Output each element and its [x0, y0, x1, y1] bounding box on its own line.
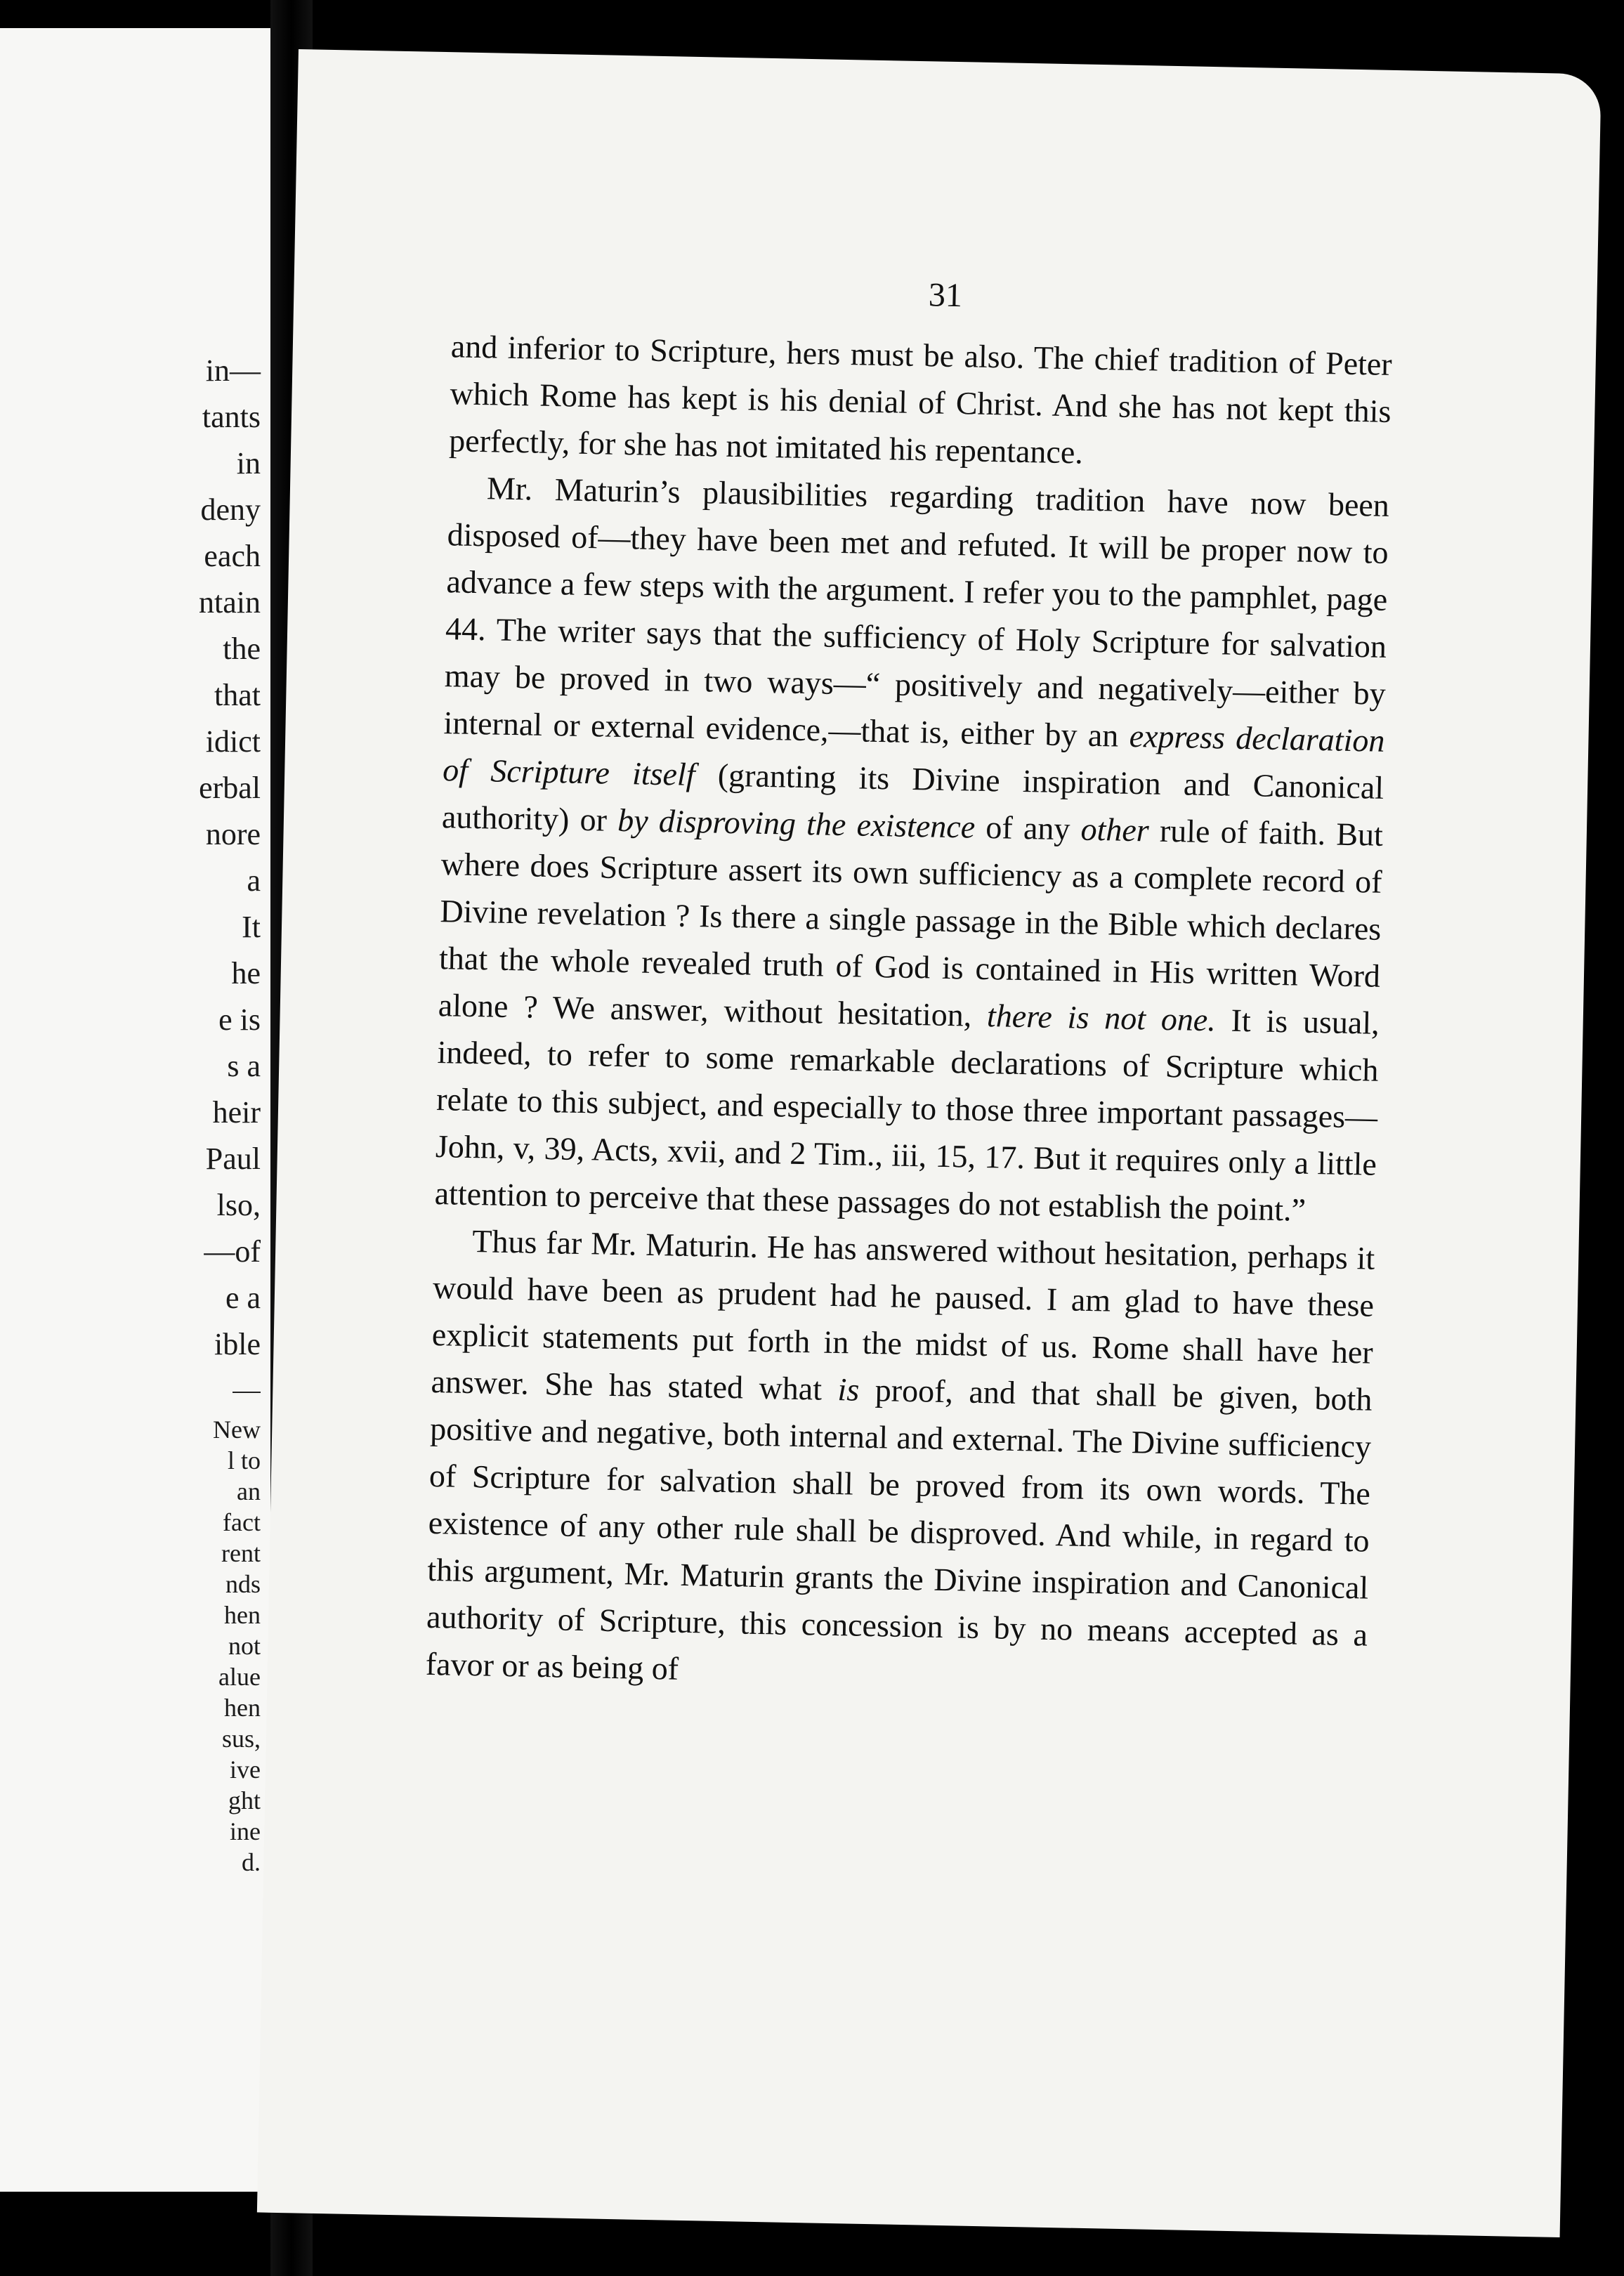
paragraph [449, 322, 1393, 482]
left-page-line: idict [205, 724, 261, 759]
left-facing-page [0, 28, 270, 2192]
text-segment: It is usual, indeed, to refer to some remarkable declarations of Scripture which relate to this subject, and especially to those three important passages—John, v, 39, Acts, xvii, and 2 Tim., iii, 15, 17. But it requires only a little attention to perceive that these passages do not establish the point.” [434, 1002, 1380, 1228]
left-page-rule [22, 1368, 261, 1414]
left-page-line: in [236, 446, 261, 480]
left-page-line: nore [205, 817, 261, 851]
left-page-line: heir [212, 1095, 261, 1130]
left-page-line: tants [202, 400, 261, 434]
left-page-footnote-line: an [237, 1477, 261, 1505]
left-page-line: Paul [205, 1142, 261, 1176]
left-page-footnote-line: New [213, 1415, 261, 1444]
text-segment: (granting its Divine inspiration and Canonical authority) or [441, 757, 1384, 838]
italic-text: is [837, 1371, 860, 1408]
left-page-text [22, 348, 261, 1878]
page-number: 31 [928, 276, 963, 315]
left-page-footnote-line: ive [230, 1755, 261, 1784]
book-page [257, 49, 1602, 2237]
italic-text: other [1080, 811, 1150, 849]
text-segment: rule of faith. But where does Scripture assert its own sufficiency as a complete record of Divine revelation ? Is there a single passage in the Bible which declares that the whole revealed truth of God is contained in His written Word alone ? We answer, without hesitation, [438, 812, 1384, 1034]
left-page-line: e is [218, 1002, 261, 1037]
left-page-line: the [223, 632, 261, 666]
left-page-line: in— [205, 353, 261, 388]
left-page-line: It [242, 910, 261, 944]
italic-text: there is not one. [986, 998, 1217, 1038]
left-page-footnote-line: ine [230, 1817, 261, 1845]
left-page-footnote-line: d. [242, 1848, 261, 1876]
text-segment: of any [974, 809, 1082, 847]
left-page-footnote-line: hen [224, 1694, 261, 1722]
text-segment: proof, and that shall be given, both positive and negative, both internal and external. The Divine sufficiency of Scripture for salvation shall be proved from its own words. The existence of any other rule shall be disproved. And while, in regard to this argument, Mr. Maturin grants the Divine inspiration and Canonical authority of Scripture, this concession is by no means accepted as a favor or as being of [425, 1371, 1373, 1687]
left-page-line: deny [200, 492, 261, 527]
left-page-footnote-line: ght [228, 1786, 261, 1814]
left-page-line: a [247, 863, 261, 898]
left-page-line: erbal [199, 771, 261, 805]
left-page-footnote-line: sus, [221, 1725, 261, 1753]
italic-text: express declaration of Scripture itself [442, 717, 1385, 793]
left-page-line: he [231, 956, 261, 990]
page-body [425, 322, 1392, 1705]
left-page-line: —of [204, 1234, 261, 1269]
left-page-footnote-line: nds [225, 1570, 261, 1598]
paragraph [434, 464, 1389, 1235]
left-page-footnote-line: l to [227, 1446, 261, 1474]
left-page-line: e a [225, 1281, 261, 1315]
left-page-line: that [214, 678, 261, 712]
paragraph [425, 1217, 1375, 1706]
left-page-line: each [204, 539, 261, 573]
italic-text: by disproving the existence [617, 802, 976, 845]
text-segment: and inferior to Scripture, hers must be also. The chief tradition of Peter which Rome has kept is his denial of Christ. And she has not kept this perfectly, for she has not imitated his repentance. [448, 328, 1393, 471]
text-segment: Thus far Mr. Maturin. He has answered without hesitation, perhaps it would have been as prudent had he paused. I am glad to have these explicit statements put forth in the midst of us. Rome shall have her answer. She has stated what [431, 1223, 1375, 1408]
left-page-line: ntain [199, 585, 261, 620]
left-page-footnote-line: fact [223, 1508, 261, 1536]
left-page-footnote-line: rent [221, 1539, 261, 1567]
left-page-line: s a [227, 1049, 261, 1083]
left-page-footnote-line: not [228, 1632, 261, 1660]
left-page-line: ible [214, 1327, 261, 1361]
text-segment: Mr. Maturin’s plausibilities regarding tradition have now been disposed of—they have been met and refuted. It will be proper now to advance a few steps with the argument. I refer you to the pamphlet, page 44. The writer says that the sufficiency of Holy Scripture for salvation may be proved in two ways—“ positively and negatively—either by internal or external evidence,—that is, either by an [443, 470, 1390, 754]
left-page-footnote-line: hen [224, 1601, 261, 1629]
left-page-footnote-line: alue [218, 1663, 261, 1691]
left-page-line: lso, [216, 1188, 261, 1222]
